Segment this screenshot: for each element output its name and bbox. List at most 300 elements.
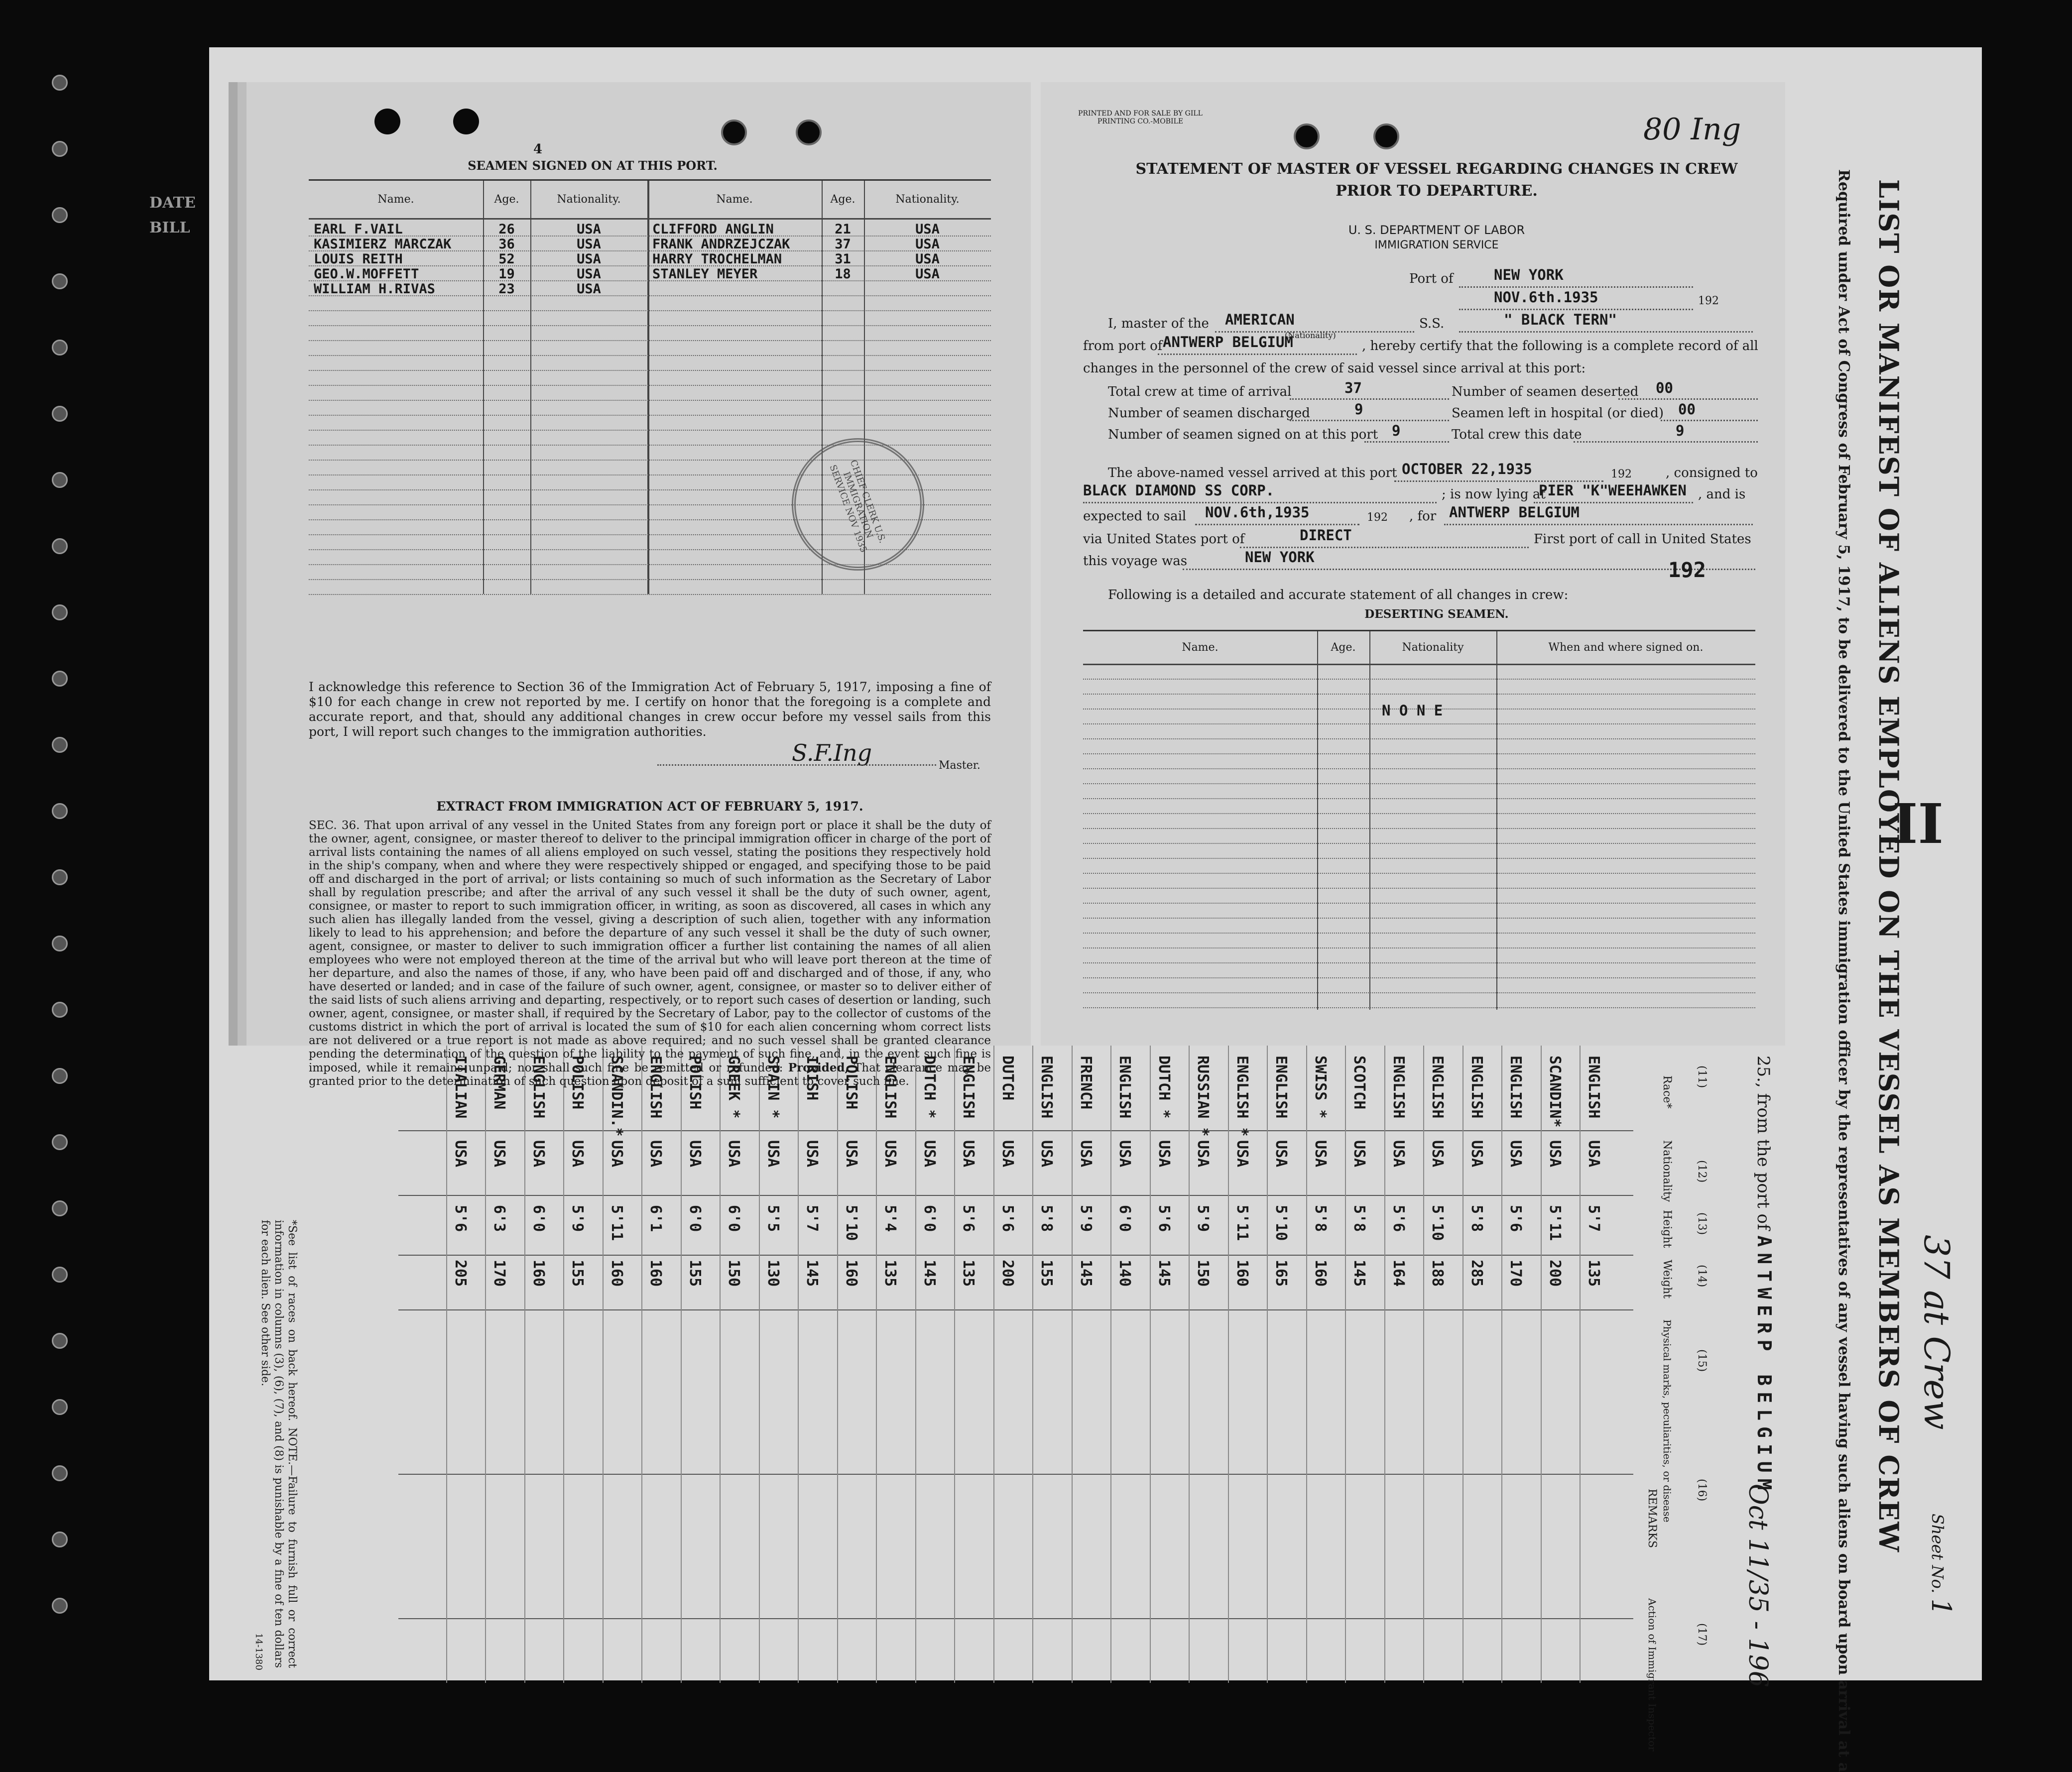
- signed-on-nat-cell: USA: [915, 266, 940, 282]
- table-rule: [309, 355, 991, 356]
- manifest-height-cell: 5'11: [608, 1205, 625, 1241]
- sheet-label: Sheet No.: [1928, 1514, 1947, 1594]
- binder-hole: [52, 936, 68, 951]
- manifest-height-cell: 6'0: [920, 1205, 938, 1232]
- manifest-race-cell: ENGLISH: [1467, 1056, 1485, 1119]
- table-rule: [1083, 918, 1755, 919]
- manifest-rule: [398, 1474, 1633, 1475]
- col-num-13: (13): [1696, 1212, 1708, 1235]
- desert-header-name: Name.: [1182, 641, 1219, 654]
- manifest-row-rule: [1580, 1046, 1581, 1683]
- manifest-race-cell: SCOTCH: [1350, 1056, 1368, 1110]
- total-crew-date-label: Total crew this date: [1452, 427, 1582, 442]
- manifest-row-rule: [1384, 1046, 1385, 1683]
- manifest-weight-cell: 145: [920, 1260, 938, 1287]
- manifest-race-cell: ENGLISH: [1585, 1056, 1602, 1119]
- manifest-weight-cell: 155: [1038, 1260, 1055, 1287]
- manifest-handwritten-date: Oct 11/35 - 196: [1743, 1484, 1773, 1687]
- binder-hole: [52, 406, 68, 422]
- manifest-nat-cell: USA: [1350, 1140, 1368, 1168]
- manifest-race-cell: ENGLISH: [529, 1056, 547, 1119]
- signed-on-nat-cell: USA: [577, 266, 601, 282]
- acknowledgment-text: I acknowledge this reference to Section 36 of the Immigration Act of February 5, 1917, imposing a fine of $10 for each change in crew not reported by me. I certify on honor that the foregoing is a complete and accurate report, and that, should any additional changes in crew occur before my vessel sails from this port, I will report such changes to the immigration authorities.: [309, 680, 991, 739]
- port-value: NEW YORK: [1494, 266, 1564, 283]
- manifest-nat-cell: USA: [1194, 1140, 1212, 1168]
- col-head-height: Height: [1661, 1210, 1673, 1248]
- binder-hole: [52, 141, 68, 157]
- manifest-height-cell: 5'7: [1585, 1205, 1602, 1232]
- manifest-weight-cell: 170: [1507, 1260, 1524, 1287]
- manifest-row-rule: [993, 1046, 994, 1683]
- manifest-height-cell: 6'0: [529, 1205, 547, 1232]
- manifest-race-cell: POLISH: [686, 1056, 704, 1110]
- manifest-row-rule: [954, 1046, 955, 1683]
- signed-on-nat-cell: USA: [577, 222, 601, 237]
- manifest-weight-cell: 160: [1233, 1260, 1251, 1287]
- signed-on-name-cell: EARL F.VAIL: [314, 222, 403, 237]
- manifest-rule: [398, 1195, 1633, 1196]
- sail-date: NOV.6th,1935: [1205, 504, 1310, 521]
- consigned-label: , consigned to: [1666, 466, 1758, 480]
- signed-on-age-cell: 21: [835, 222, 851, 237]
- manifest-height-cell: 5'7: [803, 1205, 821, 1232]
- extract-body: SEC. 36. That upon arrival of any vessel in the United States from any foreign port or place it shall be the duty of the owner, agent, consignee, or master thereof to deliver to the principal immigration officer in charge of the port of arrival lists containing the names of all aliens employed on such vessel, stating the positions they respectively hold in the ship's company, when and where they were respectively shipped or engaged, and specifying those to be paid off and discharged in the port of arrival; or lists containing so much of such information as the Secretary of Labor shall by regulation prescribe; and after the arrival of any such vessel it shall be the duty of such owner, agent, consignee, or master to report to such immigration officer, in writing, as soon as discovered, all cases in which any such alien has illegally landed from the vessel, giving a description of such alien, together with any information likely to lead to his apprehension; and before the departure of any such vessel it shall be the duty of such owner, agent, consignee, or master to deliver to such immigration officer a further list containing the names of all alien employees who were not employed thereon at the time of the arrival but who will leave port thereon at the time of her departure, and also the names of those, if any, who have been paid off and discharged and of those, if any, who have deserted or landed; and in case of the failure of such owner, agent, consignee, or master so to deliver either of the said lists of such aliens arriving and departing, respectively, or to report such cases of desertion or landing, such owner, agent, consignee, or master shall, if required by the Secretary of Labor, pay to the collector of customs of the customs district in which the port of arrival is located the sum of $10 for each alien concerning whom correct lists are not delivered or a true report is not made as above required; and no such vessel shall be granted clearance pending the determination of the question of the liability to the payment of such fine, and, in the event such fine is imposed, while it remains unpaid; nor shall such fine be remitted or refunded:: [309, 819, 991, 1074]
- printer-notice: PRINTED AND FOR SALE BY GILL PRINTING CO.-MOBILE: [1078, 110, 1203, 125]
- binder-hole: [52, 1068, 68, 1084]
- manifest-weight-cell: 165: [1272, 1260, 1290, 1287]
- table-rule: [1083, 783, 1755, 784]
- signed-on-label: Number of seamen signed on at this port: [1108, 427, 1378, 442]
- manifest-height-cell: 5'5: [764, 1205, 782, 1232]
- manifest-footnote: *See list of races on back hereof. NOTE.—Failure to furnish full or correct information in columns (3), (6), (7), and (8) is punishable by a fine of ten dollars for each alien. See other side.: [259, 1220, 298, 1668]
- total-crew-date: 9: [1676, 422, 1685, 439]
- date-year-suffix: 192: [1698, 295, 1719, 307]
- manifest-title: LIST OR MANIFEST OF ALIENS EMPLOYED ON THE VESSEL AS MEMBERS OF CREW: [1873, 179, 1905, 1553]
- manifest-weight-cell: 160: [529, 1260, 547, 1287]
- manifest-nat-cell: USA: [529, 1140, 547, 1168]
- col-num-16: (16): [1696, 1479, 1708, 1502]
- manifest-height-cell: 6'1: [647, 1205, 664, 1232]
- binder-hole: [52, 671, 68, 687]
- manifest-height-cell: 5'6: [960, 1205, 977, 1232]
- desert-none-value: N O N E: [1382, 702, 1443, 719]
- table-rule: [1083, 828, 1755, 829]
- manifest-race-cell: ENGLISH *: [1233, 1056, 1251, 1137]
- table-rule: [1083, 723, 1755, 724]
- changes-text: changes in the personnel of the crew of said vessel since arrival at this port:: [1083, 361, 1586, 376]
- binder-hole: [52, 1333, 68, 1349]
- desert-header-age: Age.: [1331, 641, 1356, 654]
- table-rule: [1083, 888, 1755, 889]
- table-rule: [309, 564, 991, 565]
- manifest-race-cell: ITALIAN: [451, 1056, 469, 1119]
- immigration-stamp: [792, 438, 924, 571]
- manifest-weight-cell: 160: [608, 1260, 625, 1287]
- manifest-nat-cell: USA: [1155, 1140, 1173, 1168]
- manifest-nat-cell: USA: [1116, 1140, 1133, 1168]
- table-rule: [1083, 753, 1755, 754]
- manifest-weight-cell: 145: [1077, 1260, 1095, 1287]
- col-head-physical: Physical marks, peculiarities, or disease: [1661, 1319, 1673, 1523]
- sheet-no: 1: [1926, 1598, 1957, 1616]
- arrival-date: OCTOBER 22,1935: [1402, 461, 1532, 477]
- manifest-nat-cell: USA: [608, 1140, 625, 1168]
- via-port: DIRECT: [1300, 527, 1352, 544]
- manifest-race-cell: ENGLISH: [1429, 1056, 1446, 1119]
- header-name: Name.: [377, 193, 414, 206]
- manifest-race-cell: GREEK *: [725, 1056, 742, 1119]
- manifest-weight-cell: 145: [803, 1260, 821, 1287]
- from-port-value: ANTWERP BELGIUM: [1163, 334, 1293, 351]
- first-port: NEW YORK: [1245, 549, 1315, 566]
- table-rule: [1083, 962, 1755, 963]
- table-rule: [309, 310, 991, 311]
- manifest-height-cell: 5'8: [1311, 1205, 1329, 1232]
- manifest-row-rule: [1189, 1046, 1190, 1683]
- manifest-nat-cell: USA: [764, 1140, 782, 1168]
- manifest-nat-cell: USA: [1272, 1140, 1290, 1168]
- binder-hole: [52, 1002, 68, 1018]
- manifest-race-cell: SWISS *: [1311, 1056, 1329, 1119]
- manifest-nat-cell: USA: [1389, 1140, 1407, 1168]
- manifest-height-cell: 5'10: [1272, 1205, 1290, 1241]
- manifest-race-cell: POLISH: [842, 1056, 860, 1110]
- manifest-row-rule: [1501, 1046, 1502, 1683]
- manifest-subtitle: Required under Act of Congress of February 5, 1917, to be delivered to the United States immigration officer by the representatives of any vessel having such aliens on board upon arrival at a: [1835, 169, 1852, 1772]
- binder-hole: [52, 1200, 68, 1216]
- signed-on-name-cell: LOUIS REITH: [314, 251, 403, 267]
- manifest-height-cell: 5'6: [1155, 1205, 1173, 1232]
- service-label: IMMIGRATION SERVICE: [1374, 239, 1499, 251]
- handwritten-top: 80 Ing: [1643, 112, 1741, 147]
- discharged-label: Number of seamen discharged: [1108, 406, 1310, 421]
- signed-on-age-cell: 19: [498, 266, 515, 282]
- for-label: , for: [1409, 509, 1437, 524]
- nationality-value: AMERICAN: [1225, 311, 1295, 328]
- punch-hole: [1373, 123, 1399, 149]
- table-rule: [1083, 768, 1755, 769]
- table-rule: [309, 579, 991, 580]
- manifest-row-rule: [485, 1046, 486, 1683]
- punch-hole: [721, 119, 747, 145]
- table-rule: [1083, 992, 1755, 993]
- manifest-nat-cell: USA: [569, 1140, 586, 1168]
- signed-on-age-cell: 18: [835, 266, 851, 282]
- header-nationality: Nationality.: [557, 193, 621, 206]
- manifest-weight-cell: 135: [1585, 1260, 1602, 1287]
- manifest-sheet-number: [1926, 1514, 1957, 1616]
- manifest-weight-cell: 150: [1194, 1260, 1212, 1287]
- signed-on-age-cell: 31: [835, 251, 851, 267]
- table-rule: [1083, 977, 1755, 978]
- col-num-17: (17): [1696, 1623, 1708, 1646]
- table-rule: [1083, 798, 1755, 799]
- table-rule: [1083, 903, 1755, 904]
- signed-on-name-cell: WILLIAM H.RIVAS: [314, 281, 435, 297]
- binder-hole: [52, 803, 68, 819]
- manifest-row-rule: [837, 1046, 838, 1683]
- manifest-height-cell: 5'6: [1507, 1205, 1524, 1232]
- col-head-weight: Weight: [1661, 1260, 1673, 1299]
- manifest-row-rule: [446, 1046, 447, 1683]
- manifest-race-cell: ENGLISH: [1116, 1056, 1133, 1119]
- certify-text: , hereby certify that the following is a complete record of all: [1362, 339, 1758, 354]
- manifest-nat-cell: USA: [1038, 1140, 1055, 1168]
- ss-label: S.S.: [1419, 316, 1445, 331]
- manifest-nat-cell: USA: [647, 1140, 664, 1168]
- manifest-height-cell: 5'4: [881, 1205, 899, 1232]
- signed-on-nat-cell: USA: [915, 251, 940, 267]
- header-nationality-2: Nationality.: [895, 193, 960, 206]
- manifest-race-cell: SCANDIN*: [1546, 1056, 1564, 1128]
- manifest-weight-cell: 145: [1155, 1260, 1173, 1287]
- col-head-action: Action of Immigrant Inspector: [1646, 1598, 1658, 1752]
- table-rule: [1083, 738, 1755, 739]
- manifest-col-headers: [1638, 1051, 1708, 1752]
- punch-hole: [374, 109, 400, 134]
- table-rule: [1083, 679, 1755, 680]
- manifest-row-rule: [1072, 1046, 1073, 1683]
- signed-on-nat-cell: USA: [915, 222, 940, 237]
- table-rule: [1083, 947, 1755, 948]
- signed-on-name-cell: HARRY TROCHELMAN: [652, 251, 782, 267]
- manifest-bill-label: BILL: [149, 219, 190, 236]
- col-num-12: (12): [1696, 1160, 1708, 1183]
- signed-on-age-cell: 37: [835, 236, 851, 252]
- nationality-caption: (Nationality): [1285, 331, 1336, 340]
- manifest-rule: [398, 1130, 1633, 1131]
- manifest-race-cell: SCANDIN.*: [608, 1056, 625, 1137]
- manifest-nat-cell: USA: [1077, 1140, 1095, 1168]
- signed-on-name-cell: CLIFFORD ANGLIN: [652, 222, 774, 237]
- binder-hole: [52, 1532, 68, 1547]
- table-rule: [309, 415, 991, 416]
- binder-hole: [52, 1399, 68, 1415]
- manifest-form-no: 14-1380: [253, 1633, 264, 1670]
- manifest-nat-cell: USA: [881, 1140, 899, 1168]
- manifest-height-cell: 5'6: [451, 1205, 469, 1232]
- manifest-row-rule: [915, 1046, 916, 1683]
- statement-title-2: PRIOR TO DEPARTURE.: [1336, 182, 1538, 200]
- binder-hole: [52, 207, 68, 223]
- manifest-rule: [398, 1255, 1633, 1256]
- signed-on-nat-cell: USA: [915, 236, 940, 252]
- manifest-height-cell: 5'6: [998, 1205, 1016, 1232]
- stamp-text: CHIEF CLERK U.S. IMMIGRATION SERVICE NOV 1935: [827, 458, 888, 554]
- manifest-row-rule: [1541, 1046, 1542, 1683]
- desert-header-when-where: When and where signed on.: [1548, 641, 1704, 654]
- binder-hole: [52, 1598, 68, 1614]
- manifest-row-rule: [641, 1046, 642, 1683]
- manifest-race-cell: ENGLISH: [1389, 1056, 1407, 1119]
- manifest-race-cell: GERMAN: [490, 1056, 508, 1110]
- manifest-height-cell: 5'8: [1467, 1205, 1485, 1232]
- manifest-nat-cell: USA: [725, 1140, 742, 1168]
- deserting-title: DESERTING SEAMEN.: [1364, 607, 1509, 621]
- extract-provided: Provided,: [788, 1061, 849, 1074]
- table-rule: [1083, 813, 1755, 814]
- table-rule: [1083, 873, 1755, 874]
- date-value: NOV.6th.1935: [1494, 289, 1598, 306]
- manifest-row-rule: [563, 1046, 564, 1683]
- manifest-rows: [398, 1046, 1633, 1683]
- manifest-height-cell: 5'9: [569, 1205, 586, 1232]
- manifest-year-fragment: 25., from the port of: [1753, 1056, 1773, 1230]
- vessel-value: " BLACK TERN": [1504, 311, 1617, 328]
- manifest-row-rule: [759, 1046, 760, 1683]
- manifest-height-cell: 5'8: [1038, 1205, 1055, 1232]
- signed-on-age-cell: 26: [498, 222, 515, 237]
- port-label: Port of: [1409, 271, 1454, 286]
- manifest-row-rule: [524, 1046, 525, 1683]
- manifest-row-rule: [1228, 1046, 1229, 1683]
- table-rule: [309, 325, 991, 326]
- manifest-race-cell: ENGLISH: [1038, 1056, 1055, 1119]
- table-rule: [309, 400, 991, 401]
- binder-holes: [50, 75, 70, 1668]
- manifest-weight-cell: 160: [1311, 1260, 1329, 1287]
- manifest-handwritten-side: 37 at Crew: [1916, 1235, 1957, 1430]
- manifest-height-cell: 6'3: [490, 1205, 508, 1232]
- manifest-weight-cell: 150: [725, 1260, 742, 1287]
- manifest-row-rule: [1306, 1046, 1307, 1683]
- manifest-weight-cell: 130: [764, 1260, 782, 1287]
- punch-hole: [453, 109, 479, 134]
- master-of-label: I, master of the: [1108, 316, 1209, 331]
- binder-hole: [52, 472, 68, 488]
- expected-label: expected to sail: [1083, 509, 1187, 524]
- manifest-nat-cell: USA: [1507, 1140, 1524, 1168]
- arrived-label: The above-named vessel arrived at this port: [1108, 466, 1397, 480]
- from-port-label: from port of: [1083, 339, 1163, 354]
- manifest-race-cell: IRISH: [803, 1056, 821, 1101]
- manifest-race-cell: ENGLISH: [647, 1056, 664, 1119]
- total-crew-arrival-label: Total crew at time of arrival: [1108, 384, 1292, 399]
- hospital-label: Seamen left in hospital (or died): [1452, 406, 1664, 421]
- signed-on-nat-cell: USA: [577, 236, 601, 252]
- col-head-remarks: REMARKS: [1646, 1489, 1658, 1548]
- manifest-nat-cell: USA: [686, 1140, 704, 1168]
- consignee: BLACK DIAMOND SS CORP.: [1083, 482, 1275, 499]
- manifest-weight-cell: 200: [1546, 1260, 1564, 1287]
- table-rule: [1083, 933, 1755, 934]
- punch-hole: [1294, 123, 1320, 149]
- binder-hole: [52, 737, 68, 753]
- table-rule: [1083, 858, 1755, 859]
- manifest-port-line: [1753, 1056, 1775, 1496]
- binder-hole: [52, 1267, 68, 1283]
- master-signature-line: [657, 764, 936, 766]
- following-label: Following is a detailed and accurate statement of all changes in crew:: [1108, 588, 1569, 602]
- manifest-nat-cell: USA: [1546, 1140, 1564, 1168]
- binder-hole: [52, 1465, 68, 1481]
- binder-hole: [52, 538, 68, 554]
- manifest-height-cell: 6'0: [725, 1205, 742, 1232]
- manifest-race-cell: DUTCH *: [920, 1056, 938, 1119]
- hospital-value: 00: [1678, 401, 1696, 418]
- total-crew-arrival: 37: [1344, 379, 1362, 396]
- table-rule: [309, 594, 991, 595]
- col-head-race: Race*: [1661, 1075, 1673, 1109]
- manifest-nat-cell: USA: [1585, 1140, 1602, 1168]
- manifest-nat-cell: USA: [1233, 1140, 1251, 1168]
- binder-hole: [52, 75, 68, 91]
- signed-on-age-cell: 23: [498, 281, 515, 297]
- extract-title: EXTRACT FROM IMMIGRATION ACT OF FEBRUARY 5, 1917.: [436, 799, 863, 814]
- manifest-nat-cell: USA: [920, 1140, 938, 1168]
- col-num-14: (14): [1696, 1265, 1708, 1288]
- manifest-race-cell: SPAIN *: [764, 1056, 782, 1119]
- signed-on-name-cell: KASIMIERZ MARCZAK: [314, 236, 452, 252]
- deserting-table: [1083, 630, 1755, 1010]
- manifest-row-rule: [1110, 1046, 1111, 1683]
- manifest-nat-cell: USA: [1467, 1140, 1485, 1168]
- and-is-label: , and is: [1698, 487, 1746, 502]
- sail-year: 192: [1367, 511, 1388, 524]
- manifest-height-cell: 6'0: [686, 1205, 704, 1232]
- manifest-row-rule: [876, 1046, 877, 1683]
- manifest-weight-cell: 155: [686, 1260, 704, 1287]
- col-num-11: (11): [1696, 1065, 1708, 1088]
- signed-on-name-cell: STANLEY MEYER: [652, 266, 758, 282]
- manifest-height-cell: 6'0: [1116, 1205, 1133, 1232]
- header-name-2: Name.: [716, 193, 753, 206]
- signed-on-age-cell: 52: [498, 251, 515, 267]
- table-rule: [1083, 843, 1755, 844]
- binder-hole: [52, 869, 68, 885]
- master-signature: S.F.Ing: [792, 739, 872, 766]
- col-num-15: (15): [1696, 1349, 1708, 1372]
- manifest-nat-cell: USA: [1429, 1140, 1446, 1168]
- manifest-row-rule: [603, 1046, 604, 1683]
- lying-label: ; is now lying at: [1442, 487, 1546, 502]
- header-age-2: Age.: [830, 193, 855, 206]
- manifest-rule: [398, 1618, 1633, 1619]
- table-rule: [309, 385, 991, 386]
- signed-on-name-cell: GEO.W.MOFFETT: [314, 266, 419, 282]
- manifest-from-port: ANTWERP BELGIUM: [1753, 1235, 1775, 1496]
- manifest-rule: [398, 1309, 1633, 1310]
- dept-label: U. S. DEPARTMENT OF LABOR: [1348, 223, 1525, 237]
- signed-on-name-cell: FRANK ANDRZEJCZAK: [652, 236, 790, 252]
- manifest-weight-cell: 160: [842, 1260, 860, 1287]
- voyage-label: this voyage was: [1083, 554, 1188, 569]
- deserted-label: Number of seamen deserted: [1452, 384, 1639, 399]
- binder-hole: [52, 604, 68, 620]
- binder-hole: [52, 1134, 68, 1150]
- master-label: Master.: [939, 759, 980, 772]
- signed-on-nat-cell: USA: [577, 281, 601, 297]
- signed-on-age-cell: 36: [498, 236, 515, 252]
- year-big: 192: [1668, 558, 1706, 582]
- manifest-race-cell: ENGLISH: [960, 1056, 977, 1119]
- manifest-nat-cell: USA: [803, 1140, 821, 1168]
- binder-hole: [52, 273, 68, 289]
- manifest-row-rule: [681, 1046, 682, 1683]
- col-head-nationality: Nationality: [1661, 1140, 1673, 1202]
- table-rule: [309, 430, 991, 431]
- manifest-race-cell: ENGLISH: [1507, 1056, 1524, 1119]
- manifest-race-cell: ENGLISH: [1272, 1056, 1290, 1119]
- header-age: Age.: [494, 193, 519, 206]
- manifest-nat-cell: USA: [1311, 1140, 1329, 1168]
- manifest-nat-cell: USA: [451, 1140, 469, 1168]
- table-rule: [309, 370, 991, 371]
- first-port-label: First port of call in United States: [1534, 532, 1751, 547]
- table-rule: [1083, 1007, 1755, 1008]
- deserted-value: 00: [1656, 379, 1673, 396]
- manifest-height-cell: 5'11: [1233, 1205, 1251, 1241]
